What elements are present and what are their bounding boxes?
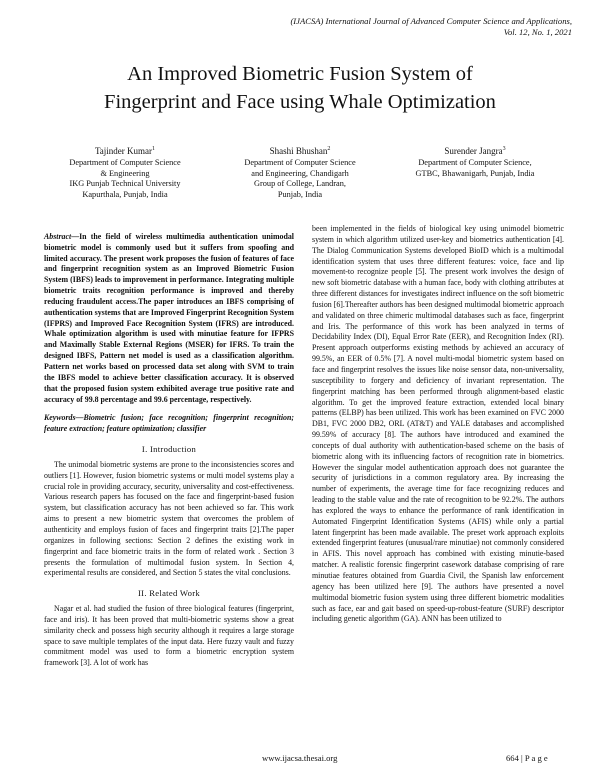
affiliation-line: Department of Computer Science — [244, 157, 356, 167]
journal-header — [152, 16, 572, 38]
left-column — [44, 224, 294, 669]
author-1 — [40, 146, 210, 201]
affiliation-line: GTBC, Bhawanigarh, Punjab, India — [415, 168, 535, 178]
page-number: 664 | P a g e — [506, 753, 548, 763]
affiliation-line: Kapurthala, Punjab, India — [82, 190, 168, 200]
author-index: 1 — [152, 146, 156, 152]
introduction-text: The unimodal biometric systems are prone to the inconsistencies scores and outliers [1]. However, fusion biometric systems or multi model systems play a crucial role in providing accuracy, security, universality and cost-effectiveness. Various research papers has focused on the face and fingerprint-based fusion system, but classification accuracy has not been achieved so far. This work aims to present a new biometric system that overcomes the problem of authenticity and employs fusion of faces and fingerprint traits [2].The paper organizes in following sections: Section 2 defines the existing work in fingerprint and face biometric traits in the form of related work . Section 3 presents the formulation of multimodal fusion system. In Section 4, experimental results are considered, and Section 5 states the vital conclusions. — [44, 459, 294, 578]
journal-url: www.ijacsa.thesai.org — [262, 753, 338, 763]
author-3 — [390, 146, 560, 201]
abstract-text: —In the field of wireless multimedia authentication unimodal biometric model is commonly used but it suffers from spoofing and limited accuracy. The present work proposes the fusion of features of face and fingerprint recognition system as an Improved Biometric Fusion System (IBFS) leads to improvement in performance. Integrating multiple biometric traits recognition performance is improved and thereby reducing fraudulent access.The paper introduces an IBFS comprising of authentication systems that are Improved Fingerprint Recognition System (IFPRS) and Improved Face Recognition System (IFRS) are introduced. Whale optimization algorithm is used with minutiae feature for IFPRS and Maximally Stable External Regions (MSER) for IFRS. To train the designed IBFS, Pattern net model is used as a classification algorithm. Pattern net works based on processed data set along with SVM to train the IBFS model to achieve better classification accuracy. It is observed that the proposed fusion system exhibited average true positive rate and accuracy of 99.8 percentage and 99.6 percentage, respectively. — [44, 231, 294, 404]
section-heading-introduction: I. Introduction — [141, 444, 197, 455]
paper-title — [20, 60, 580, 116]
abstract — [44, 232, 294, 406]
affiliation-line: & Engineering — [100, 168, 150, 178]
journal-volume: Vol. 12, No. 1, 2021 — [503, 27, 572, 37]
title-line-2: Fingerprint and Face using Whale Optimization — [104, 91, 496, 113]
keywords: Keywords—Biometric fusion; face recognition; fingerprint recognition; feature extraction; feature optimization; classifier — [44, 413, 294, 434]
affiliation-line: Department of Computer Science — [69, 157, 181, 167]
author-block — [40, 146, 560, 201]
author-2 — [215, 146, 385, 201]
affiliation-line: Department of Computer Science, — [418, 157, 532, 167]
affiliation-line: Punjab, India — [277, 190, 323, 200]
related-work-text: Nagar et al. had studied the fusion of three biological features (fingerprint, face and iris). It has been proved that multi-biometric systems show a great similarity check and possess high security although it requires a large storage space to save multiple templates of the input data. Here fuzzy vault and fuzzy commitment model was used to form a biometric encryption system framework [3]. A lot of work has — [44, 604, 294, 668]
journal-name: (IJACSA) International Journal of Advanced Computer Science and Applications, — [290, 16, 572, 26]
affiliation-line: and Engineering, Chandigarh — [251, 168, 349, 178]
author-name: Tajinder Kumar — [94, 146, 153, 156]
affiliation-line: Group of College, Landran, — [254, 179, 346, 189]
related-work-continued: been implemented in the fields of biological key using unimodel biometric system in which algorithm utilized user-key and biometrics authentication [4]. The Dialog Communication Systems developed BioID which is a multimodal identification system that uses three different features: voice, face and lip movement-to recognize people [5]. The present work involves the design of new soft biometric database with a human face, body with clothing attributes at three different distances for investigates indirect influence on the soft biometric fusion [6].Thereafter authors has been designed multimodal biometric approach and validated on three chimeric multimodal databases such as face, fingerprint and Iris. The performance of this work has been analyzed in terms of Decidability Index (DI), Equal Error Rate (EER), and Recognition Index (RI). Present approach outperforms existing methods by achieved an accuracy of 99.5%, an EER of 0.5% [7]. A novel multi-modal biometric system based on face and fingerprint resolves the issues like noise sensor data, non-universality, susceptibility to forgery and deficiency of invariant representation. The fingerprint matching has been performed through alignment-based elastic algorithm. To get the improved feature extraction, extended local binary patterns (ELBP) has been utilized. This work has been examined on FVC 2000 DB1, FVC 2000 DB2, ORL (AT&T) and YALE databases and accomplished 99.59% of accuracy [8]. The authors have introduced and examined the concepts of dual authority with authentication-based scheme on the basis of biometric along with its influencing factors of recognition rate in biometrics. However the singular model authentication approach does not guarantee the security of jurisdictions in a common regulatory area. By increasing the number of experiments, the average time for face recognizing reduces and leading to the stable value and the rate of recognition to be 92.2%. The authors has explored the ways to enhance the performance of rank identification in Automated Fingerprint Identification Systems (AFIS) while only a partial latent fingerprint has been made available. The preset work approach exploits extended fingerprint features (unusual/rare minutiae) not commonly considered in AFIS. This novel approach has combined with existing minutie-based matcher. A realistic forensic fingerprint casework database comprising of rare minutiae features obtained from Guardia Civil, the Spanish law enforcement agency has been utilized here [9]. The authors have presented a novel multimodal biometric fusion system using three different biometric modalities such as face, ear and gait based on speed-up-robust-feature (SURF) descriptor including genetic algorithm (GA). ANN has been utilized to — [312, 224, 564, 624]
section-heading-related-work: II. Related Work — [138, 588, 200, 599]
abstract-label: Abstract — [44, 231, 72, 241]
author-index: 2 — [327, 146, 331, 152]
author-index: 3 — [502, 146, 506, 152]
right-column — [312, 224, 564, 625]
author-name: Surender Jangra — [444, 146, 503, 156]
title-line-1: An Improved Biometric Fusion System of — [127, 63, 473, 85]
affiliation-line: IKG Punjab Technical University — [69, 179, 181, 189]
author-name: Shashi Bhushan — [269, 146, 328, 156]
